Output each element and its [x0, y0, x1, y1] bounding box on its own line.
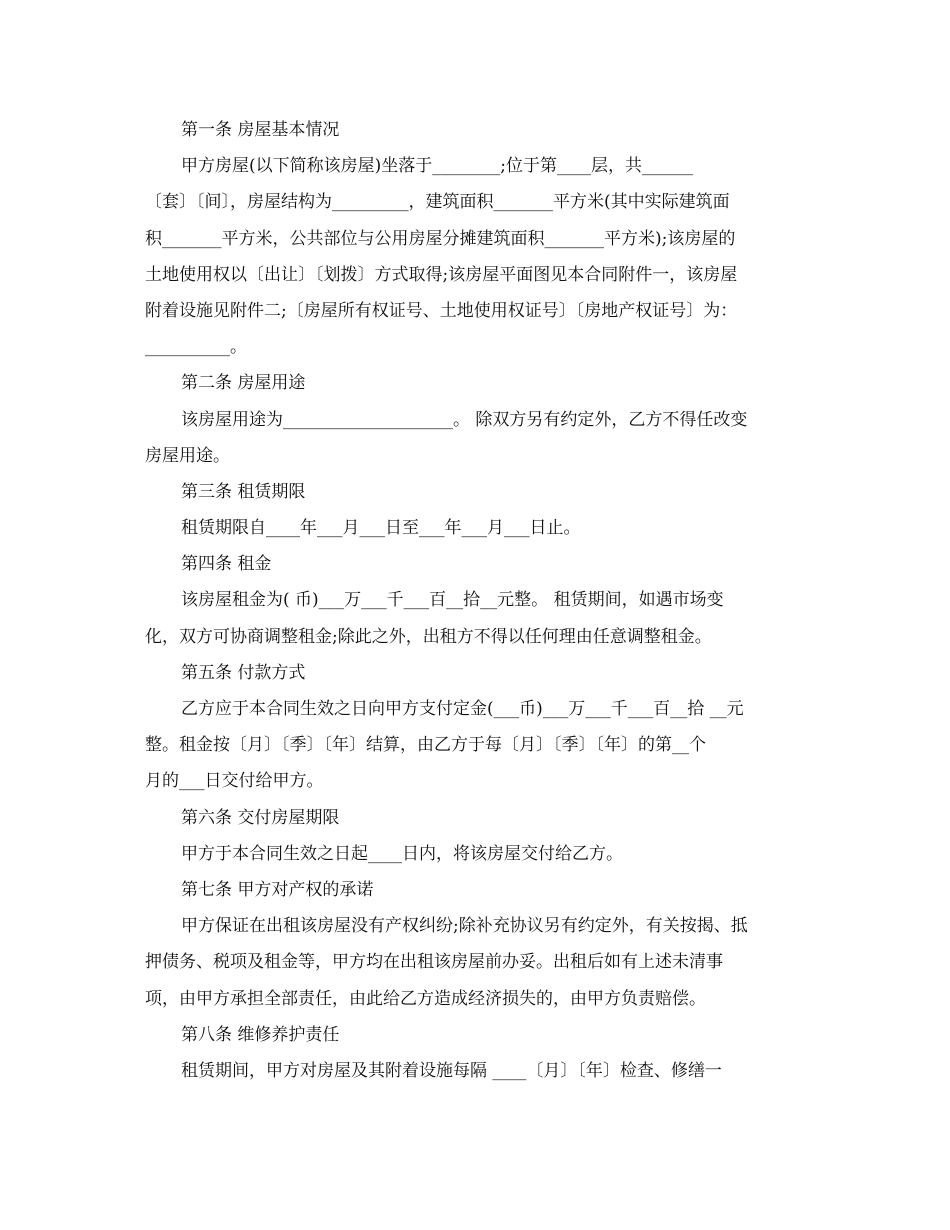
article-heading: 第五条 付款方式: [181, 662, 306, 683]
paragraph-line: 租赁期间，甲方对房屋及其附着设施每隔 ____〔月〕〔年〕检查、修缮一: [181, 1060, 722, 1081]
paragraph-line: 乙方应于本合同生效之日向甲方支付定金(___币)___万___千___百__拾 __元: [181, 699, 744, 719]
paragraph-line: 甲方于本合同生效之日起____日内，将该房屋交付给乙方。: [181, 843, 623, 864]
paragraph-line: 土地使用权以〔出让〕〔划拨〕方式取得;该房屋平面图见本合同附件一，该房屋: [145, 264, 738, 285]
article-heading: 第三条 租赁期限: [181, 481, 306, 502]
paragraph-line: 项，由甲方承担全部责任，由此给乙方造成经济损失的，由甲方负责赔偿。: [145, 988, 706, 1009]
paragraph-line: 〔套〕〔间〕，房屋结构为_________，建筑面积_______平方米(其中实际建筑面: [145, 192, 730, 213]
article-heading: 第二条 房屋用途: [181, 373, 306, 394]
article-heading: 第一条 房屋基本情况: [181, 120, 340, 140]
paragraph-line: 积_______平方米，公共部位与公用房屋分摊建筑面积_______平方米);该房屋的: [145, 228, 736, 249]
paragraph-line: 整。租金按〔月〕〔季〕〔年〕结算，由乙方于每〔月〕〔季〕〔年〕的第__个: [145, 735, 706, 756]
paragraph-line: 月的___日交付给甲方。: [145, 771, 324, 792]
article-heading: 第八条 维修养护责任: [181, 1024, 340, 1045]
paragraph-line: 房屋用途。: [145, 445, 230, 466]
contract-text: [145, 112, 811, 1089]
paragraph-line: 押债务、税项及租金等，甲方均在出租该房屋前办妥。出租后如有上述未清事: [145, 952, 723, 973]
paragraph-line: 化，双方可协商调整租金;除此之外，出租方不得以任何理由任意调整租金。: [145, 626, 712, 647]
paragraph-line: 甲方房屋(以下简称该房屋)坐落于________;位于第____层，共______: [181, 156, 693, 177]
paragraph-line: __________。: [145, 337, 247, 358]
paragraph-line: 租赁期限自____年___月___日至___年___月___日止。: [181, 518, 581, 539]
paragraph-line: 该房屋租金为( 币)___万___千___百__拾__元整。 租赁期间，如遇市场变: [181, 590, 724, 611]
paragraph-line: 附着设施见附件二;〔房屋所有权证号、土地使用权证号〕〔房地产权证号〕为：: [145, 300, 738, 321]
article-heading: 第六条 交付房屋期限: [181, 807, 340, 828]
paragraph-line: 甲方保证在出租该房屋没有产权纠纷;除补充协议另有约定外，有关按揭、抵: [181, 916, 748, 937]
article-heading: 第七条 甲方对产权的承诺: [181, 879, 374, 900]
paragraph-line: 该房屋用途为____________________。 除双方另有约定外，乙方不得任改变: [181, 409, 748, 430]
article-heading: 第四条 租金: [181, 554, 272, 575]
